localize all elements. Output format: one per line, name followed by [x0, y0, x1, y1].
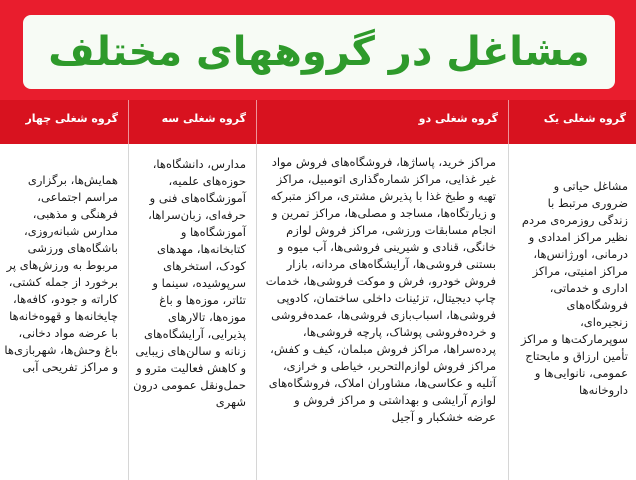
cell-group-three: مدارس، دانشگاه‌ها، حوزه‌های علمیه، آموزشگاه‌های فنی و حرفه‌ای، زبان‌سراها، آموزشگاه‌ها و کتابخانه‌ها، مهدهای کودک، استخرهای سرپوشیده، سینما و تئاتر، موزه‌ها و باغ موزه‌ها، تالارهای پذیرایی، آرایشگاه‌های زنانه و سالن‌های زیبایی و کاهش فعالیت مترو و حمل‌ونقل عمومی درون شهری — [128, 144, 256, 480]
header-group-one: گروه شغلی یک — [508, 100, 636, 144]
cell-group-one: مشاغل حیاتی و ضروری مرتبط با زندگی روزمره‌ی مردم نظیر مراکز امدادی و درمانی، اورژانس‌ها، مراکز امنیتی، مراکز اداری و خدماتی، فروشگاه‌های زنجیره‌ای، سوپرمارکت‌ها و مراکز تأمین ارزاق و مایحتاج عمومی، نانوایی‌ها و داروخانه‌ها — [508, 144, 636, 480]
header-group-two: گروه شغلی دو — [256, 100, 508, 144]
title-box — [23, 15, 615, 89]
cell-group-two: مراکز خرید، پاساژها، فروشگاه‌های فروش مواد غیر غذایی، مراکز شماره‌گذاری اتومبیل، مراکز تهیه و طبخ غذا با پذیرش مشتری، مراکز متبرکه و زیارتگاه‌ها، مساجد و مصلی‌ها، مراکز تمرین و انجام مسابقات ورزشی، مراکز فروش لوازم خانگی، قنادی و شیرینی فروشی‌ها، آب میوه و بستنی فروشی‌ها، آرایشگاه‌های مردانه، بازار فروش خودرو، فرش و موکت فروشی‌ها، خدمات چاپ دیجیتال، تزئینات داخلی ساختمان، کادوپی فروشی‌ها، اسباب‌بازی فروشی‌ها، عمده‌فروشی و خرده‌فروشی پوشاک، پارچه فروشی‌ها، پرده‌سراها، مراکز فروش مبلمان، کیف و کفش، مراکز فروش لوازم‌التحریر، خیاطی و خرازی، آتلیه و عکاسی‌ها، مشاوران املاک، فروشگاه‌های لوازم آرایشی و بهداشتی و مراکز فروش و عرضه خشکبار و آجیل — [256, 144, 508, 480]
page-title: مشاغل در گروههای مختلف — [48, 29, 590, 75]
cell-group-four: همایش‌ها، برگزاری مراسم اجتماعی، فرهنگی و مذهبی، مدارس شبانه‌روزی، باشگاه‌های ورزشی مربوط به ورزش‌های پر برخورد از جمله کشتی، کاراته و جودو، کافه‌ها، چایخانه‌ها و قهوه‌خانه‌ها با عرضه مواد دخانی، باغ وحش‌ها، شهربازی‌ها و مراکز تفریحی آبی — [4, 173, 118, 374]
header-group-three: گروه شغلی سه — [128, 100, 256, 144]
header-group-four: گروه شغلی چهار — [25, 112, 118, 125]
job-groups-table — [0, 100, 636, 480]
title-banner — [0, 0, 636, 100]
table-header-row — [0, 100, 636, 144]
table-body-row — [0, 144, 636, 480]
